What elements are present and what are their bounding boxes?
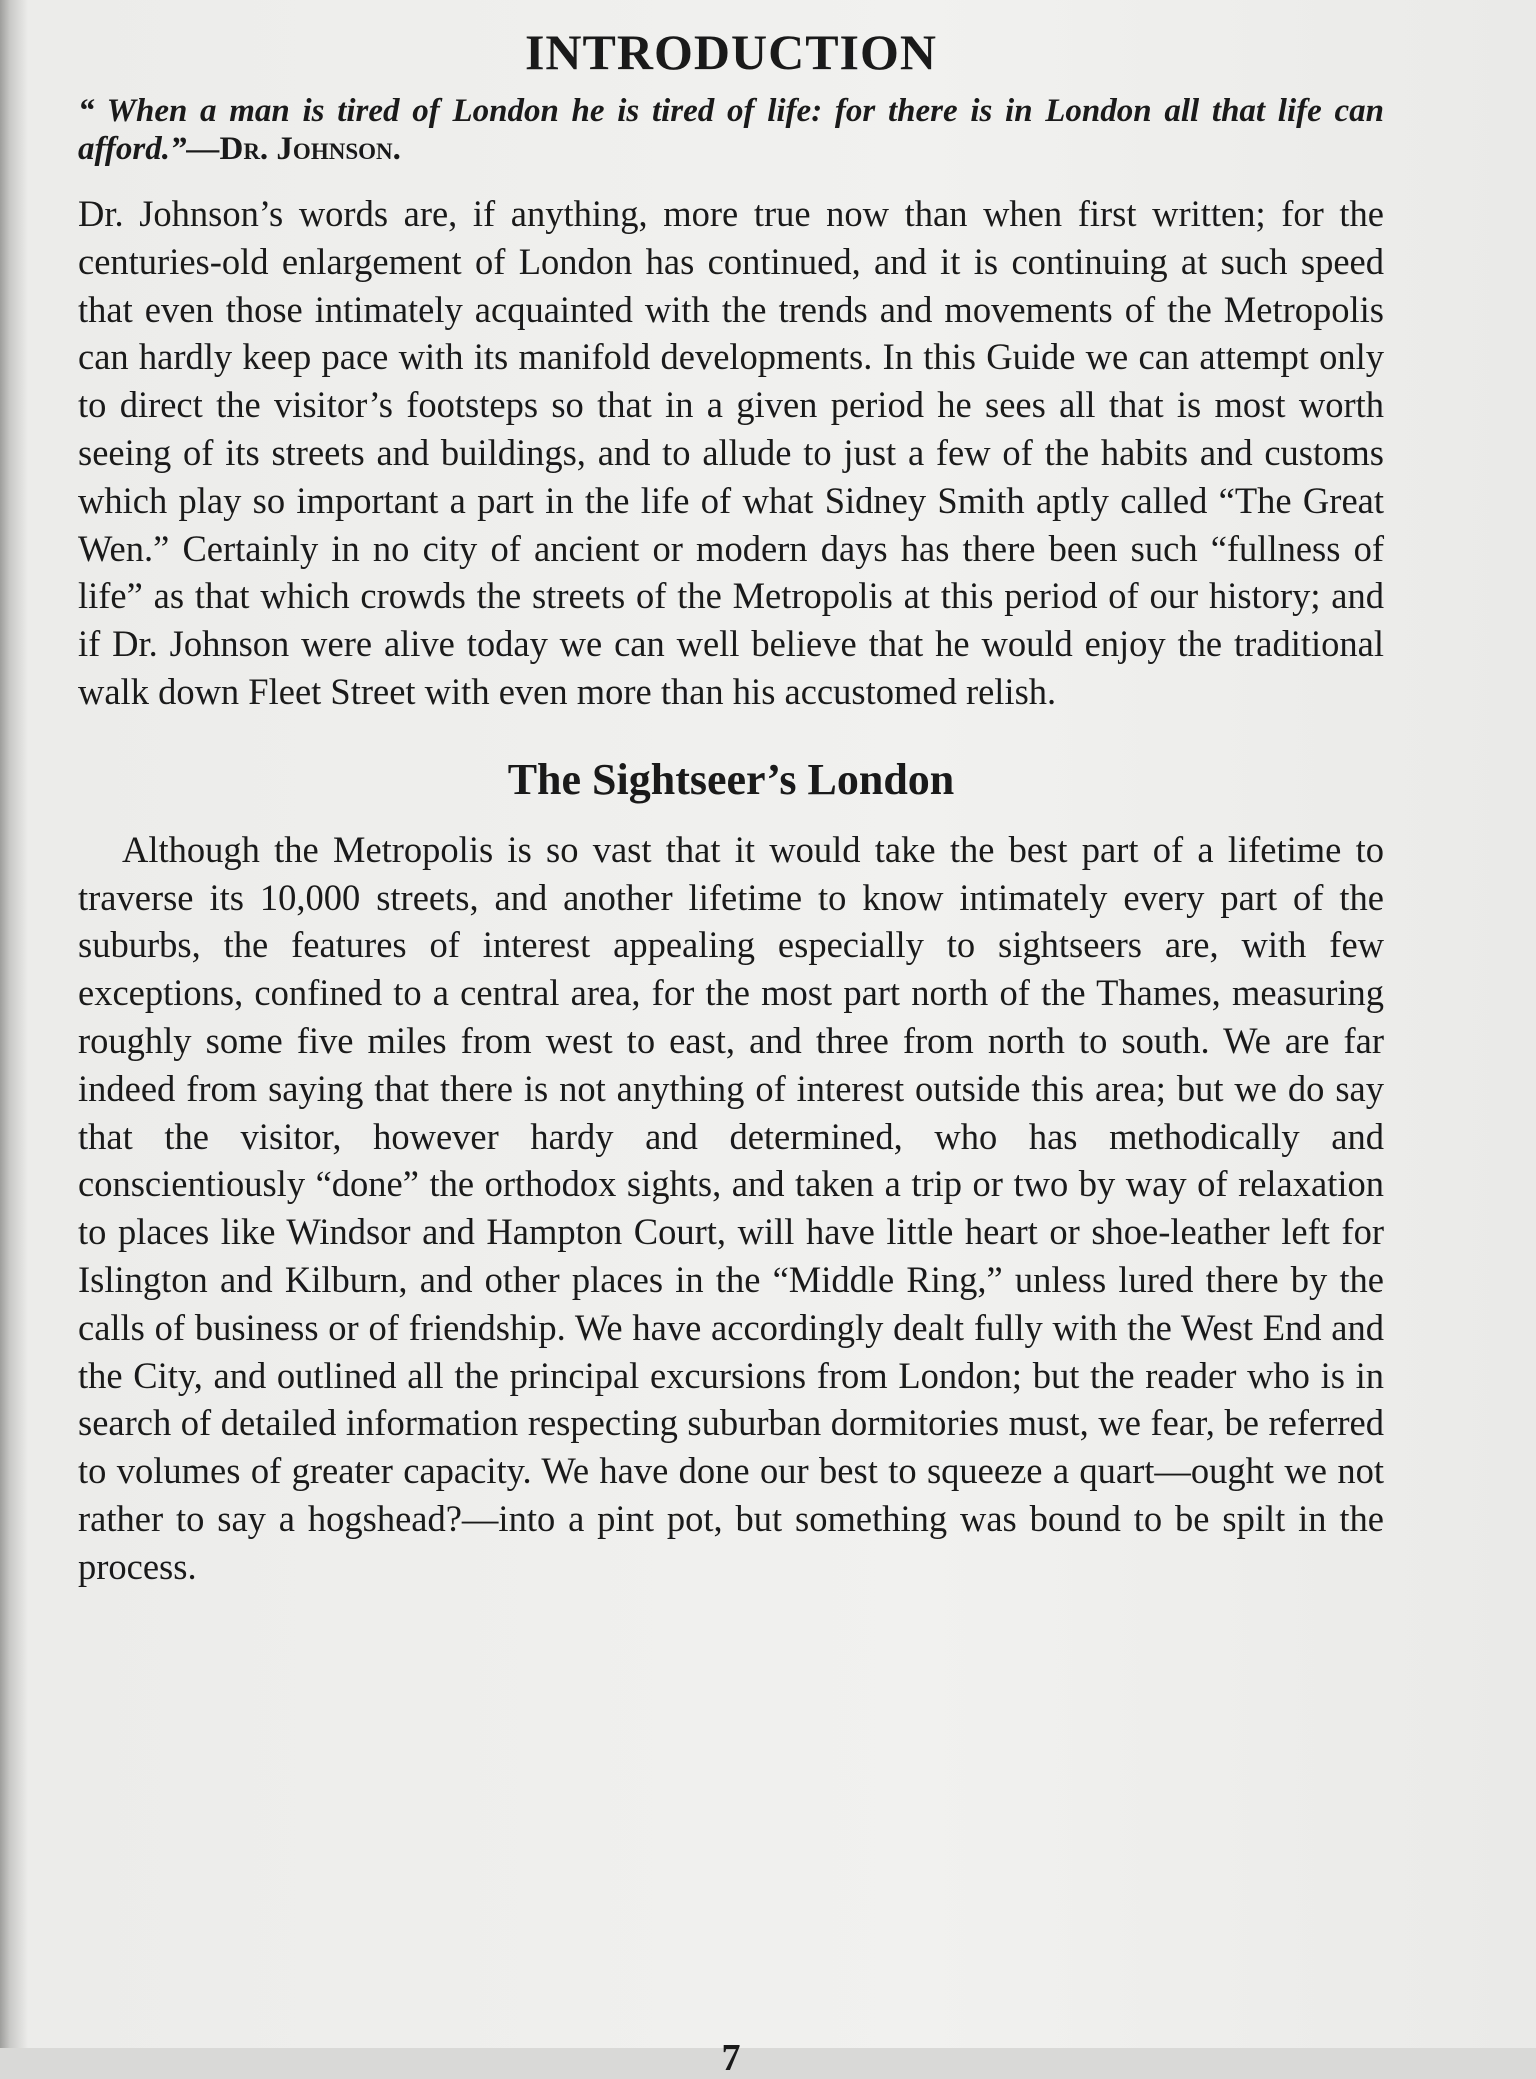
section-title: The Sightseer’s London — [507, 754, 955, 804]
page-number: 7 — [721, 2037, 741, 2079]
chapter-heading: INTRODUCTION — [524, 24, 938, 80]
intro-paragraph: Dr. Johnson’s words are, if anything, more true now than when first written; for the centuries-old enlargement of London has continued, and it is continuing at such speed that even those intimately acquainted with the trends and movements of the Metropolis can hardly keep pace with its manifold developments. In this Guide we can attempt only to direct the visitor’s footsteps so that in a given period he sees all that is most worth seeing of its streets and buildings, and to allude to just a few of the habits and customs which play so important a part in the life of what Sidney Smith aptly called “The Great Wen.” Certainly in no city of ancient or modern days has there been such “fullness of life” as that which crowds the streets of the Metropolis at this period of our history; and if Dr. Johnson were alive today we can well believe that he would enjoy the traditional walk down Fleet Street with even more than his accustomed relish. — [78, 193, 1384, 712]
section-paragraph: Although the Metropolis is so vast that it would take the best part of a lifetime to traverse its 10,000 streets, and another lifetime to know intimately every part of the suburbs, the features of interest appealing especially to sightseers are, with few exceptions, confined to a central area, for the most part north of the Thames, measuring roughly some five miles from west to east, and three from north to south. We are far indeed from saying that there is not anything of interest outside this area; but we do say that the visitor, however hardy and determined, who has methodically and conscientiously “done” the orthodox sights, and taken a trip or two by way of relaxation to places like Windsor and Hampton Court, will have little heart or shoe-leather left for Islington and Kilburn, and other places in the “Middle Ring,” unless lured there by the calls of business or of friendship. We have accordingly dealt fully with the West End and the City, and outlined all the principal excursions from London; but the reader who is in search of detailed information respecting suburban dormitories must, we fear, be referred to volumes of greater capacity. We have done our best to squeeze a quart—ought we not rather to say a hogshead?—into a pint pot, but something was bound to be spilt in the process. — [78, 828, 1384, 1587]
epigraph-quote: “ When a man is tired of London he is tired of life: for there is in London all that life can afford.”— — [78, 93, 1384, 167]
epigraph-author: Dr. Johnson. — [219, 131, 401, 167]
page-content — [78, 22, 1384, 2079]
epigraph — [78, 92, 1384, 168]
